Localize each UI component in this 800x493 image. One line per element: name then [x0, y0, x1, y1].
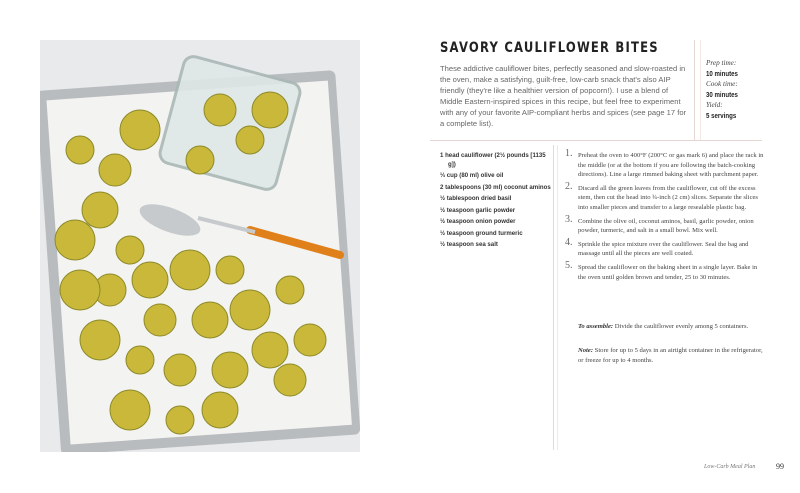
cauliflower-floret [276, 276, 304, 304]
ingredient-list [440, 152, 555, 253]
cauliflower-floret [126, 346, 154, 374]
cauliflower-floret [252, 332, 288, 368]
step-list [565, 148, 765, 286]
cauliflower-floret [192, 302, 228, 338]
cauliflower-floret [164, 354, 196, 386]
cauliflower-floret [294, 324, 326, 356]
ingredient: 1 head cauliflower (2½ pounds [1135 g]) [440, 152, 546, 168]
cauliflower-floret [170, 250, 210, 290]
cauliflower-floret [216, 256, 244, 284]
footer-book-title: Low-Carb Meal Plan [704, 464, 756, 470]
assemble-note: To assemble: Divide the cauliflower evenly among 5 containers. [578, 323, 749, 330]
cauliflower-floret [166, 406, 194, 434]
cauliflower-floret [82, 192, 118, 228]
ingredient: ½ teaspoon onion powder [440, 218, 516, 225]
cauliflower-floret [120, 110, 160, 150]
recipe-photo [40, 40, 360, 452]
cauliflower-floret [186, 146, 214, 174]
cauliflower-floret [80, 320, 120, 360]
step: 4. Sprinkle the spice mixture over the cauliflower. Seal the bag and massage until all the pieces are well coated. [565, 236, 749, 258]
cauliflower-floret [66, 136, 94, 164]
step: 5. Spread the cauliflower on the baking sheet in a single layer. Bake in the oven until golden brown and tender, 25 to 30 minutes. [565, 259, 758, 281]
cook-time-label: Cook time: [706, 80, 738, 89]
yield-label: Yield: [706, 101, 723, 110]
page-number: 99 [776, 462, 784, 471]
cauliflower-floret [110, 390, 150, 430]
cauliflower-floret [236, 126, 264, 154]
cauliflower-floret [202, 392, 238, 428]
cauliflower-floret [230, 290, 270, 330]
recipe-title: SAVORY CAULIFLOWER BITES [440, 40, 659, 56]
cauliflower-floret [212, 352, 248, 388]
cauliflower-floret [99, 154, 131, 186]
step: 3. Combine the olive oil, coconut aminos, basil, garlic powder, onion powder, turmeric, and salt in a small bowl. Mix well. [565, 213, 754, 235]
step: 1. Preheat the oven to 400°F (200°C or gas mark 6) and place the rack in the middle (or at the bottom if you are following the batch-cooking directions). Line a large rimmed baking sheet with parchment paper. [565, 148, 764, 179]
ingredient: 2 tablespoons (30 ml) coconut aminos [440, 183, 551, 191]
cauliflower-floret [55, 220, 95, 260]
cook-time: 30 minutes [706, 89, 738, 99]
step: 2. Discard all the green leaves from the cauliflower, cut off the excess stem, then cut the head into ¾-inch (2 cm) slices. Separate the slices into smaller pieces and transfer to a large resealable plastic bag. [565, 180, 758, 211]
cauliflower-floret [60, 270, 100, 310]
cauliflower-floret [144, 304, 176, 336]
recipe-times [706, 58, 744, 122]
prep-time-label: Prep time: [706, 59, 737, 67]
ingredient: ⅓ cup (80 ml) olive oil [440, 172, 504, 179]
cauliflower-floret [204, 94, 236, 126]
ingredient: ½ teaspoon sea salt [440, 241, 498, 248]
storage-note: Note: Store for up to 5 days in an airtight container in the refrigerator, or freeze for up to 4 months. [578, 347, 763, 364]
prep-time: 10 minutes [706, 68, 738, 78]
recipe-intro: These addictive cauliflower bites, perfectly seasoned and slow-roasted in the oven, make a satisfying, guilt-free, low-carb snack that's also AIP friendly (they're like a healthier version of popcorn!). I use a blend of Middle Eastern-inspired spices in this recipe, but feel free to experiment with any of your favorite AIP-compliant herbs and spices (see page 17 for a complete list). [440, 64, 687, 128]
ingredient: ½ teaspoon garlic powder [440, 206, 516, 214]
cauliflower-floret [116, 236, 144, 264]
ingredient: ½ teaspoon ground turmeric [440, 229, 523, 237]
cauliflower-floret [252, 92, 288, 128]
yield: 5 servings [706, 110, 737, 120]
cauliflower-floret [274, 364, 306, 396]
ingredient: ½ tablespoon dried basil [440, 195, 512, 202]
cauliflower-floret [132, 262, 168, 298]
